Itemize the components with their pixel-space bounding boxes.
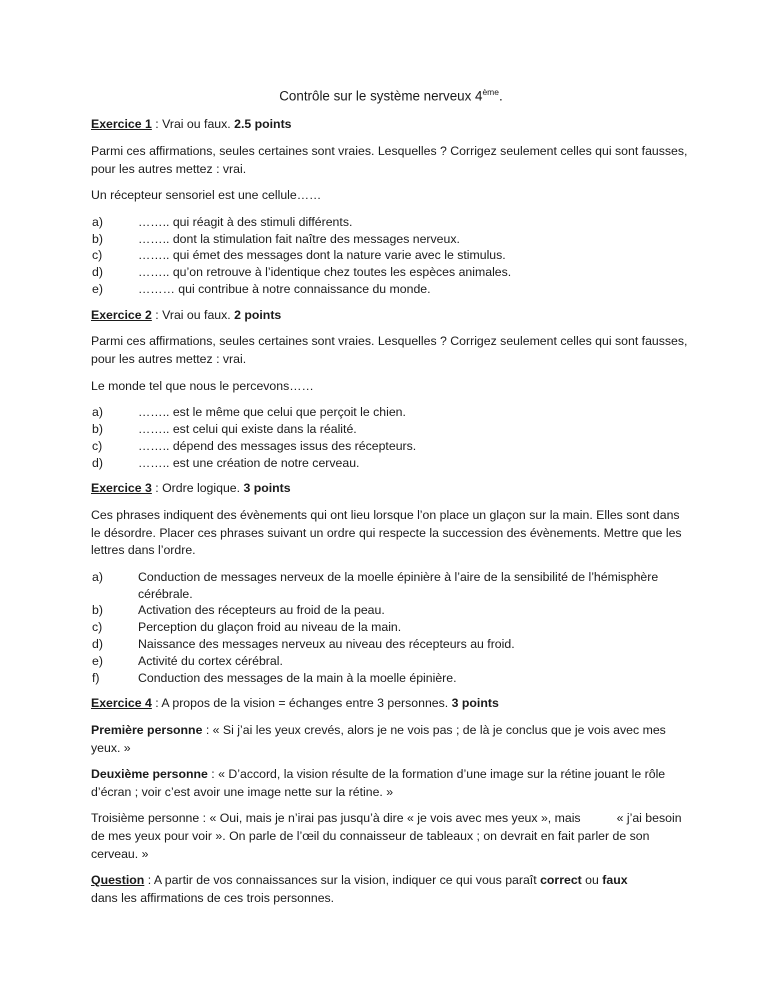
exercise-2-instruction: Parmi ces affirmations, seules certaines sont vraies. Lesquelles ? Corrigez seulement celles qui sont fausses, pour les autres mettez : vrai.	[91, 334, 688, 367]
document-page	[91, 84, 691, 916]
exercise-3-list	[91, 569, 691, 687]
list-item: a) …….. est le même que celui que perçoit le chien.	[92, 405, 406, 420]
speaker-2-statement: Deuxième personne : « D’accord, la vision résulte de la formation d’une image sur la rétine jouant le rôle d’écran ; voir c’est avoir une image nette sur la rétine. »	[91, 767, 666, 799]
list-item: d) …….. qu’on retrouve à l’identique chez toutes les espèces animales.	[92, 265, 512, 280]
exercise-1-instruction: Parmi ces affirmations, seules certaines sont vraies. Lesquelles ? Corrigez seulement celles qui sont fausses, pour les autres mettez : vrai.	[91, 144, 688, 176]
list-item: c) …….. qui émet des messages dont la nature varie avec le stimulus.	[92, 248, 506, 263]
list-item: c) Perception du glaçon froid au niveau de la main.	[92, 620, 402, 635]
exercise-3-instruction: Ces phrases indiquent des évènements qui ont lieu lorsque l’on place un glaçon sur la main. Elles sont dans le désordre. Placer ces phrases suivant un ordre qui respecte la succession des évènements. Mettre que les lettres dans l’ordre.	[91, 507, 682, 558]
list-item: e) Activité du cortex cérébral.	[92, 653, 283, 668]
page-title: Contrôle sur le système nerveux 4ème.	[279, 87, 503, 104]
list-item: b) …….. est celui qui existe dans la réalité.	[92, 422, 357, 436]
exercise-2-stem: Le monde tel que nous le percevons……	[91, 378, 314, 393]
list-item: a) …….. qui réagit à des stimuli différents.	[92, 214, 353, 229]
exercise-1-stem: Un récepteur sensoriel est une cellule……	[91, 188, 322, 203]
exercise-4-question: Question : A partir de vos connaissances sur la vision, indiquer ce qui vous paraît correct ou faux dans les affirmations de ces trois personnes.	[91, 873, 628, 905]
list-item: c) …….. dépend des messages issus des récepteurs.	[92, 438, 417, 453]
list-item: b) …….. dont la stimulation fait naître des messages nerveux.	[92, 231, 460, 246]
list-item: a) Conduction de messages nerveux de la moelle épinière à l’aire de la sensibilité de l’hémisphère cérébrale.	[92, 569, 659, 601]
exercise-3-heading: Exercice 3 : Ordre logique. 3 points	[91, 481, 291, 496]
speaker-3-statement: Troisième personne : « Oui, mais je n’irai pas jusqu’à dire « je vois avec mes yeux », mais « j’ai besoin de mes yeux pour voir ». On parle de l’œil du connaisseur de tableaux ; on devrait en fait parler de son cerveau. »	[91, 811, 682, 861]
exercise-1-heading: Exercice 1 : Vrai ou faux. 2.5 points	[91, 117, 292, 132]
list-item: d) …….. est une création de notre cerveau.	[92, 455, 360, 470]
exercise-2-list	[91, 404, 691, 471]
exercise-2-heading: Exercice 2 : Vrai ou faux. 2 points	[91, 307, 282, 322]
exercise-4-heading: Exercice 4 : A propos de la vision = échanges entre 3 personnes. 3 points	[91, 696, 499, 711]
speaker-1-statement: Première personne : « Si j’ai les yeux crevés, alors je ne vois pas ; de là je conclus que je vois avec mes yeux. »	[91, 722, 666, 755]
list-item: e) ……… qui contribue à notre connaissance du monde.	[92, 282, 431, 297]
exercise-1-list	[91, 214, 691, 298]
list-item: b) Activation des récepteurs au froid de la peau.	[92, 603, 385, 618]
list-item: d) Naissance des messages nerveux au niveau des récepteurs au froid.	[92, 636, 515, 651]
list-item: f) Conduction des messages de la main à la moelle épinière.	[92, 670, 457, 685]
